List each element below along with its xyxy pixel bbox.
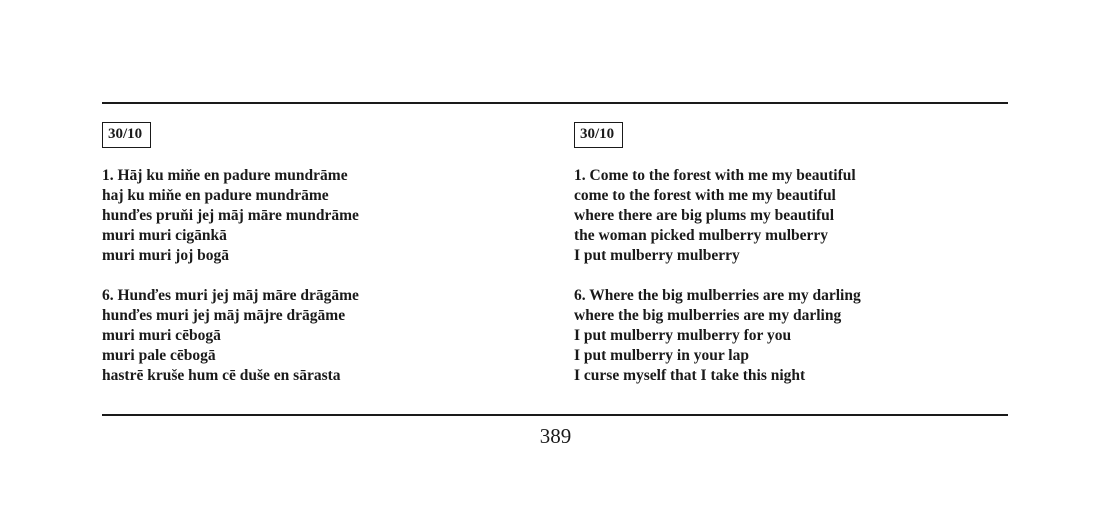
verse-line: 6. Hunďes muri jej māj māre drāgāme — [102, 287, 359, 304]
stanza — [574, 166, 861, 266]
verse-line: I put mulberry mulberry for you — [574, 327, 792, 344]
verse-line: 1. Come to the forest with me my beautiful — [574, 167, 856, 184]
page-number: 389 — [539, 424, 572, 448]
verse-line: muri pale cēbogā — [102, 347, 216, 364]
verse-line: where there are big plums my beautiful — [574, 207, 835, 224]
stanza — [102, 166, 359, 266]
song-number-box: 30/10 — [574, 122, 623, 148]
verse-line: where the big mulberries are my darling — [574, 307, 842, 324]
top-rule — [102, 102, 1008, 104]
translation-column — [574, 122, 861, 386]
verse-line: I put mulberry mulberry — [574, 247, 740, 264]
stanza — [574, 286, 861, 386]
verse-line: muri muri cēbogā — [102, 327, 221, 344]
verse-line: muri muri joj bogā — [102, 247, 230, 264]
bottom-rule — [102, 414, 1008, 416]
verse-line: 1. Hāj ku miňe en padure mundrāme — [102, 167, 348, 184]
verse-line: hastrē kruše hum cē duše en sārasta — [102, 367, 341, 384]
verse-line: 6. Where the big mulberries are my darling — [574, 287, 861, 304]
original-text-column — [102, 122, 359, 386]
verse-line: the woman picked mulberry mulberry — [574, 227, 829, 244]
verse-line: I curse myself that I take this night — [574, 367, 806, 384]
verse-line: come to the forest with me my beautiful — [574, 187, 836, 204]
verse-line: hunďes pruňi jej māj māre mundrāme — [102, 207, 359, 224]
stanza — [102, 286, 359, 386]
verse-line: muri muri cigānkā — [102, 227, 227, 244]
verse-line: haj ku miňe en padure mundrāme — [102, 187, 329, 204]
verse-line: I put mulberry in your lap — [574, 347, 749, 364]
verse-line: hunďes muri jej māj mājre drāgāme — [102, 307, 346, 324]
song-number-box: 30/10 — [102, 122, 151, 148]
